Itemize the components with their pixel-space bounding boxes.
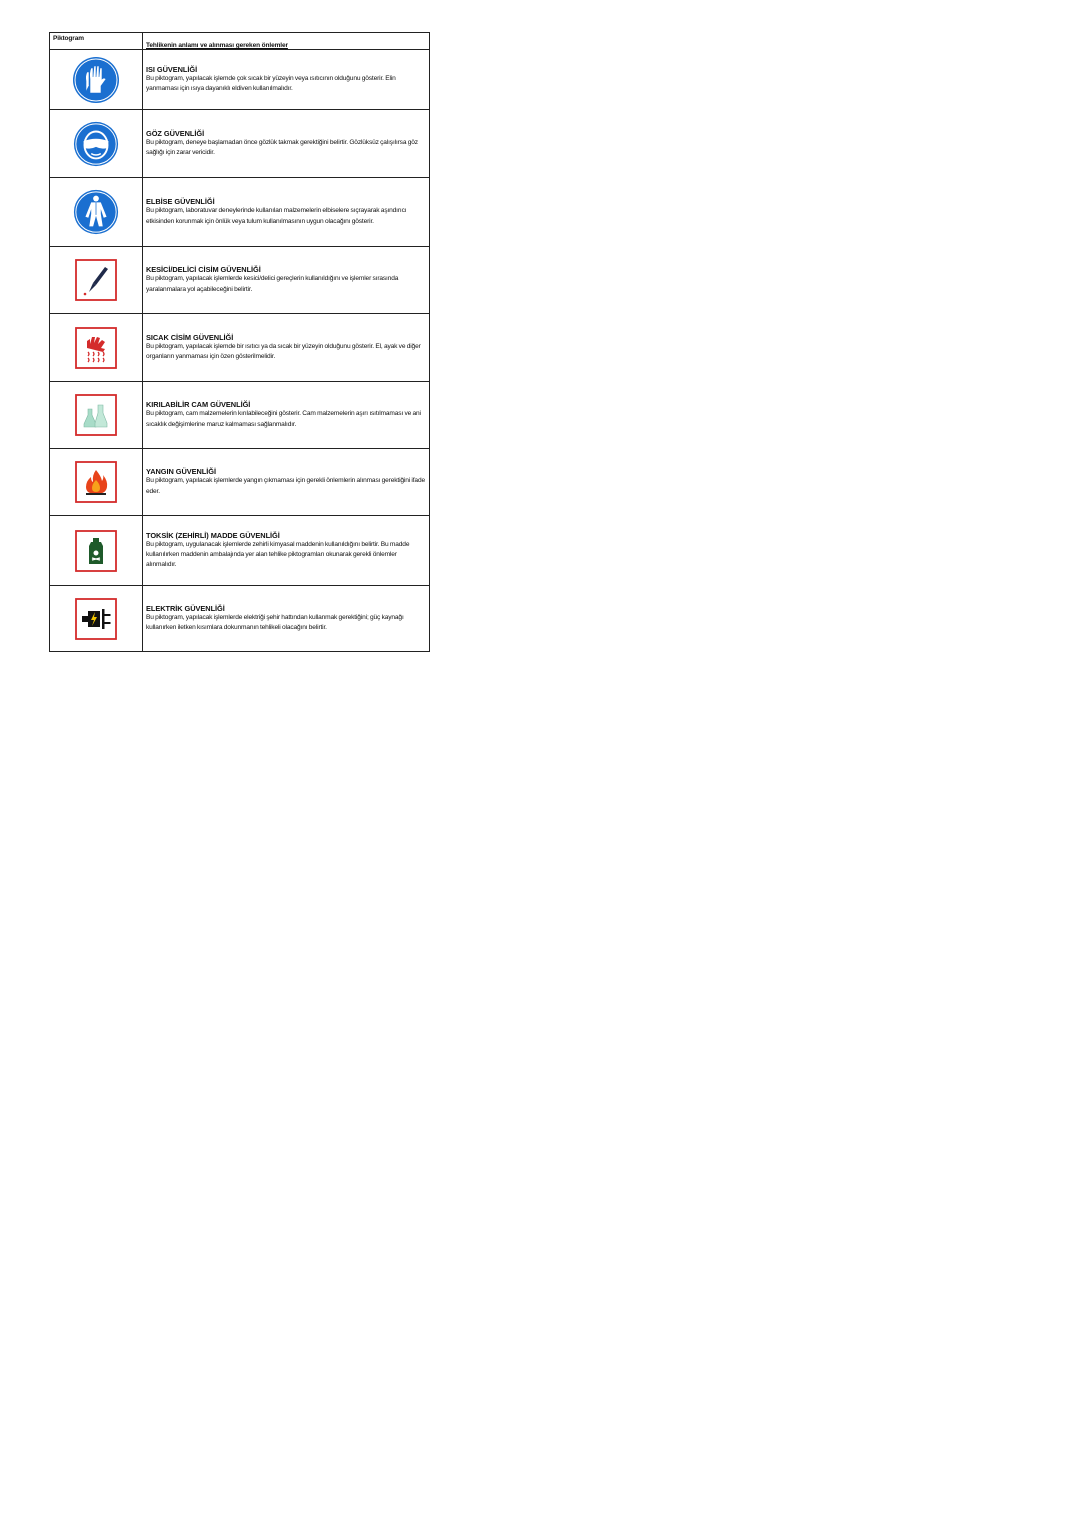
goggles-icon [72, 120, 120, 168]
pictogram-cell [50, 382, 143, 449]
hazard-title: SICAK CİSİM GÜVENLİĞİ [146, 332, 234, 342]
table-row [50, 247, 430, 314]
table-row [50, 314, 430, 382]
hazard-text: Bu piktogram, laboratuvar deneylerinde kullanılan malzemelerin elbiselere sıçrayarak aşındırıcı etkisinden korunmak için önlük veya tulum kullanılmasının uygun olacağını gösterir. [146, 207, 407, 225]
description-cell [143, 382, 430, 449]
description-cell [143, 50, 430, 110]
hazard-text: Bu piktogram, yapılacak işlemlerde elektriği şehir hattından kullanmak gerektiğini; güç kaynağı kullanırken iletken kısımlara dokunmanın tehlikeli olacağını belirtir. [146, 613, 404, 631]
pictogram-cell [50, 247, 143, 314]
toxic-substance-icon [74, 529, 118, 573]
table-row [50, 382, 430, 449]
pictogram-cell [50, 516, 143, 586]
description-cell [143, 516, 430, 586]
pictogram-cell [50, 586, 143, 652]
description-cell [143, 314, 430, 382]
table-row [50, 50, 430, 110]
table-row [50, 516, 430, 586]
hazard-title: KIRILABİLİR CAM GÜVENLİĞİ [146, 400, 251, 410]
hot-object-icon [74, 326, 118, 370]
hazard-text: Bu piktogram, yapılacak işlemlerde kesici/delici gereçlerin kullanıldığını ve işlemler sırasında yaralanmalara yol açabileceğini belirtir. [146, 275, 399, 293]
hazard-text: Bu piktogram, yapılacak işlemlerde yangın çıkmaması için gerekli önlemlerin alınması gerektiğini ifade eder. [146, 477, 425, 495]
heat-gloves-icon [71, 55, 121, 105]
table-row [50, 449, 430, 516]
hazard-title: TOKSİK (ZEHİRLİ) MADDE GÜVENLİĞİ [146, 530, 280, 540]
hazard-text: Bu piktogram, yapılacak işlemde bir ısıtıcı ya da sıcak bir yüzeyin olduğunu gösterir. El, ayak ve diğer organların yanmaması için özen gösterilmelidir. [146, 342, 421, 360]
description-cell [143, 586, 430, 652]
protective-suit-icon [72, 188, 120, 236]
sharp-object-icon [74, 258, 118, 302]
header-pictogram: Piktogram [50, 33, 143, 50]
fire-icon [74, 460, 118, 504]
description-cell [143, 110, 430, 178]
hazard-text: Bu piktogram, uygulanacak işlemlerde zehirli kimyasal maddenin kullanıldığını belirtir. Bu madde kullanılırken maddenin ambalajında yer alan tehlike piktogramları okunarak gerekli önlemler alınmalıdır. [146, 540, 410, 569]
pictogram-cell [50, 449, 143, 516]
header-description: Tehlikenin anlamı ve alınması gereken önlemler [143, 33, 430, 50]
table-header-row [50, 33, 430, 50]
description-cell [143, 247, 430, 314]
pictogram-cell [50, 110, 143, 178]
hazard-title: KESİCİ/DELİCİ CİSİM GÜVENLİĞİ [146, 265, 261, 275]
pictogram-cell [50, 314, 143, 382]
hazard-title: ISI GÜVENLİĞİ [146, 64, 198, 74]
hazard-title: ELBİSE GÜVENLİĞİ [146, 197, 215, 207]
hazard-title: YANGIN GÜVENLİĞİ [146, 467, 216, 477]
table-row [50, 178, 430, 247]
pictogram-cell [50, 50, 143, 110]
hazard-text: Bu piktogram, deneye başlamadan önce gözlük takmak gerektiğini belirtir. Gözlüksüz çalışılırsa göz sağlığı için zarar vericidir. [146, 138, 418, 156]
electric-plug-icon [74, 597, 118, 641]
table-row [50, 110, 430, 178]
pictogram-cell [50, 178, 143, 247]
breakable-glass-icon [74, 393, 118, 437]
safety-pictogram-table [49, 32, 430, 652]
hazard-title: GÖZ GÜVENLİĞİ [146, 128, 205, 138]
table-row [50, 586, 430, 652]
hazard-title: ELEKTRİK GÜVENLİĞİ [146, 603, 225, 613]
description-cell [143, 449, 430, 516]
hazard-text: Bu piktogram, yapılacak işlemde çok sıcak bir yüzeyin veya ısıtıcının olduğunu gösterir. Elin yanmaması için ısıya dayanıklı eldiven kullanılmalıdır. [146, 74, 396, 92]
description-cell [143, 178, 430, 247]
hazard-text: Bu piktogram, cam malzemelerin kırılabileceğini gösterir. Cam malzemelerin aşırı ısıtılmaması ve ani sıcaklık değişimlerine maruz kalmaması sağlanmalıdır. [146, 410, 421, 428]
